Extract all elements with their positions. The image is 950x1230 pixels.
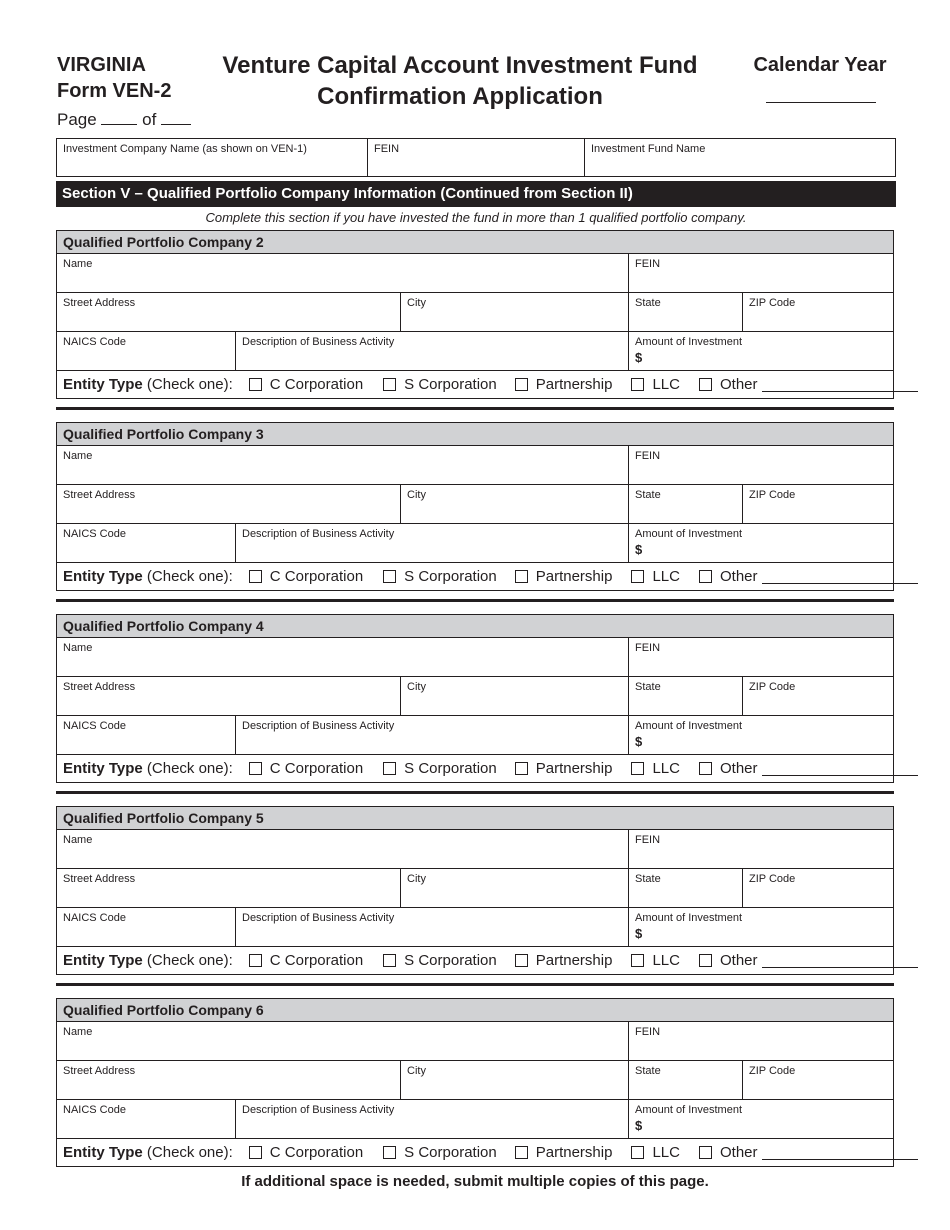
entity-type-label [63, 568, 233, 585]
company-separator [56, 599, 894, 602]
company-fein-field[interactable] [629, 254, 893, 292]
zip-code-field[interactable] [743, 677, 893, 715]
business-description-field[interactable] [236, 332, 629, 370]
zip-code-field[interactable] [743, 1061, 893, 1099]
portfolio-company-title: Qualified Portfolio Company 4 [57, 615, 893, 638]
naics-code-field[interactable] [57, 524, 236, 562]
state-label: State [635, 873, 661, 885]
entity-option-llc[interactable] [631, 760, 680, 777]
business-description-field[interactable] [236, 1100, 629, 1138]
entity-type-label-rest: (Check one): [142, 1144, 233, 1161]
name-label: Name [63, 258, 93, 270]
page-label: Page [57, 110, 97, 129]
page-number-field[interactable] [101, 111, 137, 125]
entity-type-label [63, 952, 233, 969]
investment-company-name-field[interactable] [57, 139, 368, 176]
state-label: State [635, 1065, 661, 1077]
c-corporation-label: C Corporation [269, 952, 364, 969]
llc-label: LLC [652, 760, 680, 777]
section-instruction: Complete this section if you have invested the fund in more than 1 qualified portfolio company. [205, 210, 747, 225]
entity-option-partnership[interactable] [515, 376, 613, 393]
c-corporation-label: C Corporation [269, 568, 364, 585]
entity-type-label-bold: Entity Type [63, 568, 143, 585]
partnership-checkbox[interactable] [515, 570, 528, 583]
company-separator [56, 791, 894, 794]
entity-option-partnership[interactable] [515, 760, 613, 777]
s-corporation-checkbox[interactable] [383, 1146, 396, 1159]
other-checkbox[interactable] [699, 1146, 712, 1159]
zip-code-field[interactable] [743, 485, 893, 523]
entity-option-llc[interactable] [631, 1144, 680, 1161]
company-fein-field[interactable] [629, 638, 893, 676]
calendar-year-field[interactable] [766, 102, 876, 103]
s-corporation-checkbox[interactable] [383, 378, 396, 391]
investment-amount-label: Amount of Investment [635, 1104, 742, 1116]
company-separator [56, 983, 894, 986]
partnership-label: Partnership [535, 568, 613, 585]
form-title [200, 50, 720, 112]
name-label: Name [63, 450, 93, 462]
c-corporation-label: C Corporation [269, 376, 364, 393]
state-label: State [635, 681, 661, 693]
other-label: Other [719, 1144, 758, 1161]
naics-code-field[interactable] [57, 1100, 236, 1138]
street-address-label: Street Address [63, 297, 136, 309]
dollar-sign: $ [635, 1118, 643, 1133]
portfolio-company-title: Qualified Portfolio Company 6 [57, 999, 893, 1022]
street-address-label: Street Address [63, 1065, 136, 1077]
company-name-field[interactable] [57, 446, 629, 484]
street-address-field[interactable] [57, 677, 401, 715]
state-field[interactable] [629, 485, 743, 523]
company-fein-field[interactable] [629, 830, 893, 868]
company-name-field[interactable] [57, 638, 629, 676]
c-corporation-checkbox[interactable] [249, 1146, 262, 1159]
investment-amount-field[interactable] [629, 524, 893, 562]
llc-label: LLC [652, 1144, 680, 1161]
s-corporation-label: S Corporation [404, 376, 497, 393]
zip-code-label: ZIP Code [749, 873, 796, 885]
city-field[interactable] [401, 677, 629, 715]
state-field[interactable] [629, 677, 743, 715]
dollar-sign: $ [635, 926, 643, 941]
entity-type-label-rest: (Check one): [142, 568, 233, 585]
naics-code-label: NAICS Code [63, 720, 126, 732]
other-specify-field[interactable] [762, 378, 918, 392]
partnership-label: Partnership [535, 1144, 613, 1161]
entity-option-s-corporation[interactable] [383, 760, 497, 777]
investment-amount-field[interactable] [629, 908, 893, 946]
zip-code-label: ZIP Code [749, 681, 796, 693]
s-corporation-label: S Corporation [404, 952, 497, 969]
llc-checkbox[interactable] [631, 762, 644, 775]
investment-fund-name-field[interactable] [585, 139, 895, 176]
investment-company-fein-field[interactable] [368, 139, 585, 176]
s-corporation-checkbox[interactable] [383, 570, 396, 583]
portfolio-company-block [56, 614, 894, 783]
fein-label: FEIN [635, 834, 661, 846]
entity-option-partnership[interactable] [515, 568, 613, 585]
portfolio-company-title: Qualified Portfolio Company 2 [57, 231, 893, 254]
partnership-checkbox[interactable] [515, 954, 528, 967]
llc-label: LLC [652, 568, 680, 585]
entity-option-s-corporation[interactable] [383, 952, 497, 969]
street-address-field[interactable] [57, 1061, 401, 1099]
dollar-sign: $ [635, 350, 643, 365]
city-label: City [407, 1065, 426, 1077]
llc-checkbox[interactable] [631, 570, 644, 583]
business-description-label: Description of Business Activity [242, 1104, 395, 1116]
form-identifier [57, 52, 171, 104]
city-label: City [407, 681, 426, 693]
investment-company-name-label: Investment Company Name (as shown on VEN-1) [63, 143, 307, 155]
other-checkbox[interactable] [699, 954, 712, 967]
page-total-field[interactable] [161, 111, 191, 125]
page-number-line [57, 109, 191, 131]
llc-checkbox[interactable] [631, 378, 644, 391]
entity-option-c-corporation[interactable] [249, 568, 363, 585]
calendar-year-label: Calendar Year [753, 54, 887, 76]
name-label: Name [63, 1026, 93, 1038]
zip-code-field[interactable] [743, 293, 893, 331]
naics-code-label: NAICS Code [63, 528, 126, 540]
entity-option-c-corporation[interactable] [249, 376, 363, 393]
portfolio-company-block [56, 230, 894, 399]
naics-code-field[interactable] [57, 332, 236, 370]
entity-type-row [57, 755, 893, 782]
llc-checkbox[interactable] [631, 954, 644, 967]
other-checkbox[interactable] [699, 570, 712, 583]
state-label: State [635, 297, 661, 309]
form-number: Form VEN-2 [57, 80, 172, 102]
other-specify-field[interactable] [762, 570, 918, 584]
company-fein-field[interactable] [629, 1022, 893, 1060]
fein-label: FEIN [374, 143, 400, 155]
portfolio-company-block [56, 998, 894, 1167]
entity-type-label-bold: Entity Type [63, 376, 143, 393]
street-address-field[interactable] [57, 293, 401, 331]
investment-company-info [56, 138, 896, 177]
business-description-label: Description of Business Activity [242, 336, 395, 348]
other-specify-field[interactable] [762, 954, 918, 968]
zip-code-label: ZIP Code [749, 489, 796, 501]
form-title-line1: Venture Capital Account Investment Fund [222, 52, 698, 79]
s-corporation-checkbox[interactable] [383, 762, 396, 775]
entity-type-label [63, 1144, 233, 1161]
investment-amount-label: Amount of Investment [635, 720, 742, 732]
entity-type-label [63, 376, 233, 393]
entity-type-row [57, 371, 893, 398]
city-field[interactable] [401, 869, 629, 907]
zip-code-label: ZIP Code [749, 297, 796, 309]
dollar-sign: $ [635, 542, 643, 557]
city-field[interactable] [401, 293, 629, 331]
fein-label: FEIN [635, 450, 661, 462]
c-corporation-checkbox[interactable] [249, 570, 262, 583]
s-corporation-checkbox[interactable] [383, 954, 396, 967]
entity-type-label [63, 760, 233, 777]
company-name-field[interactable] [57, 1022, 629, 1060]
page-of-label: of [142, 110, 157, 129]
entity-type-label-bold: Entity Type [63, 1144, 143, 1161]
company-name-field[interactable] [57, 830, 629, 868]
entity-type-label-bold: Entity Type [63, 760, 143, 777]
entity-type-row [57, 1139, 893, 1166]
entity-option-c-corporation[interactable] [249, 952, 363, 969]
fein-label: FEIN [635, 258, 661, 270]
investment-fund-name-label: Investment Fund Name [591, 143, 706, 155]
entity-option-c-corporation[interactable] [249, 760, 363, 777]
business-description-field[interactable] [236, 908, 629, 946]
llc-checkbox[interactable] [631, 1146, 644, 1159]
entity-option-s-corporation[interactable] [383, 568, 497, 585]
investment-amount-label: Amount of Investment [635, 912, 742, 924]
other-label: Other [719, 760, 758, 777]
other-checkbox[interactable] [699, 378, 712, 391]
partnership-label: Partnership [535, 376, 613, 393]
naics-code-label: NAICS Code [63, 336, 126, 348]
entity-option-llc[interactable] [631, 376, 680, 393]
llc-label: LLC [652, 376, 680, 393]
other-label: Other [719, 952, 758, 969]
dollar-sign: $ [635, 734, 643, 749]
partnership-checkbox[interactable] [515, 1146, 528, 1159]
form-title-line2: Confirmation Application [317, 83, 603, 110]
entity-option-other[interactable] [699, 760, 918, 777]
portfolio-company-title: Qualified Portfolio Company 5 [57, 807, 893, 830]
other-label: Other [719, 376, 758, 393]
city-field[interactable] [401, 485, 629, 523]
partnership-label: Partnership [535, 760, 613, 777]
c-corporation-checkbox[interactable] [249, 954, 262, 967]
city-label: City [407, 873, 426, 885]
entity-type-row [57, 947, 893, 974]
portfolio-company-block [56, 806, 894, 975]
street-address-field[interactable] [57, 869, 401, 907]
other-specify-field[interactable] [762, 1146, 918, 1160]
entity-type-label-rest: (Check one): [142, 760, 233, 777]
investment-amount-field[interactable] [629, 332, 893, 370]
state-field[interactable] [629, 1061, 743, 1099]
investment-amount-label: Amount of Investment [635, 336, 742, 348]
street-address-label: Street Address [63, 681, 136, 693]
naics-code-label: NAICS Code [63, 1104, 126, 1116]
entity-option-s-corporation[interactable] [383, 376, 497, 393]
company-name-field[interactable] [57, 254, 629, 292]
entity-option-partnership[interactable] [515, 1144, 613, 1161]
s-corporation-label: S Corporation [404, 760, 497, 777]
name-label: Name [63, 834, 93, 846]
c-corporation-label: C Corporation [269, 1144, 364, 1161]
fein-label: FEIN [635, 1026, 661, 1038]
business-description-field[interactable] [236, 524, 629, 562]
entity-type-row [57, 563, 893, 590]
c-corporation-label: C Corporation [269, 760, 364, 777]
c-corporation-checkbox[interactable] [249, 378, 262, 391]
company-fein-field[interactable] [629, 446, 893, 484]
city-label: City [407, 489, 426, 501]
partnership-checkbox[interactable] [515, 378, 528, 391]
other-label: Other [719, 568, 758, 585]
entity-option-partnership[interactable] [515, 952, 613, 969]
entity-type-label-rest: (Check one): [142, 376, 233, 393]
business-description-label: Description of Business Activity [242, 720, 395, 732]
city-field[interactable] [401, 1061, 629, 1099]
footer-note: If additional space is needed, submit multiple copies of this page. [241, 1173, 709, 1190]
naics-code-field[interactable] [57, 716, 236, 754]
state-field[interactable] [629, 293, 743, 331]
naics-code-label: NAICS Code [63, 912, 126, 924]
s-corporation-label: S Corporation [404, 568, 497, 585]
entity-option-c-corporation[interactable] [249, 1144, 363, 1161]
investment-amount-field[interactable] [629, 1100, 893, 1138]
fein-label: FEIN [635, 642, 661, 654]
investment-amount-label: Amount of Investment [635, 528, 742, 540]
street-address-label: Street Address [63, 489, 136, 501]
other-checkbox[interactable] [699, 762, 712, 775]
entity-option-other[interactable] [699, 1144, 918, 1161]
zip-code-label: ZIP Code [749, 1065, 796, 1077]
street-address-label: Street Address [63, 873, 136, 885]
zip-code-field[interactable] [743, 869, 893, 907]
entity-option-other[interactable] [699, 568, 918, 585]
state-field[interactable] [629, 869, 743, 907]
entity-option-llc[interactable] [631, 568, 680, 585]
company-separator [56, 407, 894, 410]
investment-amount-field[interactable] [629, 716, 893, 754]
c-corporation-checkbox[interactable] [249, 762, 262, 775]
business-description-label: Description of Business Activity [242, 912, 395, 924]
state-label: State [635, 489, 661, 501]
business-description-label: Description of Business Activity [242, 528, 395, 540]
entity-option-other[interactable] [699, 376, 918, 393]
street-address-field[interactable] [57, 485, 401, 523]
s-corporation-label: S Corporation [404, 1144, 497, 1161]
entity-option-llc[interactable] [631, 952, 680, 969]
partnership-checkbox[interactable] [515, 762, 528, 775]
naics-code-field[interactable] [57, 908, 236, 946]
llc-label: LLC [652, 952, 680, 969]
name-label: Name [63, 642, 93, 654]
entity-type-label-bold: Entity Type [63, 952, 143, 969]
city-label: City [407, 297, 426, 309]
partnership-label: Partnership [535, 952, 613, 969]
entity-type-label-rest: (Check one): [142, 952, 233, 969]
entity-option-s-corporation[interactable] [383, 1144, 497, 1161]
portfolio-company-block [56, 422, 894, 591]
portfolio-company-title: Qualified Portfolio Company 3 [57, 423, 893, 446]
business-description-field[interactable] [236, 716, 629, 754]
section-header: Section V – Qualified Portfolio Company Information (Continued from Section II) [56, 181, 896, 207]
state-name: VIRGINIA [57, 54, 146, 76]
entity-option-other[interactable] [699, 952, 918, 969]
other-specify-field[interactable] [762, 762, 918, 776]
